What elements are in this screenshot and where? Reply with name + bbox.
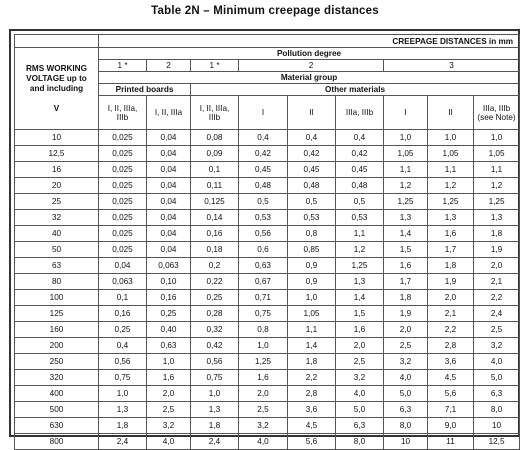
distance-cell: 0,48: [336, 178, 384, 194]
table-frame: [9, 29, 520, 446]
rms-label-line-1: RMS WORKING: [26, 63, 87, 73]
distance-cell: 0,56: [99, 354, 147, 370]
distance-cell: 1,6: [384, 258, 428, 274]
group-col-1: I, II, IIIa, IIIb: [99, 96, 147, 130]
group-col-3: I, II, IIIa, IIIb: [191, 96, 239, 130]
distance-cell: 4,0: [474, 354, 520, 370]
distance-cell: 1,05: [384, 146, 428, 162]
distance-cell: 0,11: [191, 178, 239, 194]
distance-cell: 0,45: [288, 162, 336, 178]
distance-cell: 0,25: [99, 322, 147, 338]
distance-cell: 1,5: [336, 306, 384, 322]
distance-cell: 8,0: [474, 402, 520, 418]
distance-cell: 0,025: [99, 162, 147, 178]
distance-cell: 1,25: [384, 194, 428, 210]
distance-cell: 2,2: [288, 370, 336, 386]
distance-cell: 0,18: [191, 242, 239, 258]
distance-cell: 5,0: [336, 402, 384, 418]
distance-cell: 2,4: [474, 306, 520, 322]
distance-cell: 1,2: [474, 178, 520, 194]
distance-cell: 0,48: [239, 178, 288, 194]
distance-cell: 2,5: [474, 322, 520, 338]
distance-cell: 1,8: [428, 258, 474, 274]
distance-cell: 5,0: [474, 370, 520, 386]
distance-cell: 0,04: [147, 226, 191, 242]
distance-cell: 0,63: [147, 338, 191, 354]
table-row: [15, 354, 520, 370]
distance-cell: 1,0: [428, 130, 474, 146]
voltage-cell: 50: [15, 242, 99, 258]
voltage-cell: 32: [15, 210, 99, 226]
distance-cell: 0,85: [288, 242, 336, 258]
distance-cell: 0,5: [239, 194, 288, 210]
distance-cell: 0,45: [336, 162, 384, 178]
distance-cell: 3,2: [147, 418, 191, 434]
distance-cell: 3,2: [336, 370, 384, 386]
distance-cell: 4,5: [428, 370, 474, 386]
distance-cell: 1,8: [384, 290, 428, 306]
distance-cell: 1,4: [384, 226, 428, 242]
distance-cell: 1,25: [474, 194, 520, 210]
distance-cell: 0,04: [147, 130, 191, 146]
distance-cell: 0,53: [239, 210, 288, 226]
distance-cell: 0,4: [239, 130, 288, 146]
distance-cell: 5,0: [384, 386, 428, 402]
distance-cell: 2,0: [147, 386, 191, 402]
distance-cell: 0,9: [288, 274, 336, 290]
distance-cell: 6,3: [336, 418, 384, 434]
distance-cell: 0,10: [147, 274, 191, 290]
distance-cell: 0,28: [191, 306, 239, 322]
voltage-cell: 80: [15, 274, 99, 290]
distance-cell: 1,8: [288, 354, 336, 370]
distance-cell: 1,2: [428, 178, 474, 194]
distance-cell: 0,125: [191, 194, 239, 210]
table-row: [15, 242, 520, 258]
pd-col-3: 1 *: [191, 60, 239, 72]
distance-cell: 0,08: [191, 130, 239, 146]
distance-cell: 1,6: [239, 370, 288, 386]
distance-cell: 0,25: [191, 290, 239, 306]
distance-cell: 3,2: [474, 338, 520, 354]
distance-cell: 1,1: [288, 322, 336, 338]
distance-cell: 4,0: [384, 370, 428, 386]
distance-cell: 2,0: [384, 322, 428, 338]
distance-cell: 1,8: [99, 418, 147, 434]
distance-cell: 0,42: [239, 146, 288, 162]
distance-cell: 2,5: [384, 338, 428, 354]
distance-cell: 11: [428, 434, 474, 450]
group-col-6: IIIa, IIIb: [336, 96, 384, 130]
distance-cell: 0,025: [99, 210, 147, 226]
distance-cell: 0,14: [191, 210, 239, 226]
distance-cell: 4,5: [288, 418, 336, 434]
distance-cell: 0,53: [288, 210, 336, 226]
voltage-cell: 12,5: [15, 146, 99, 162]
rms-voltage-header: [15, 48, 99, 130]
distance-cell: 0,16: [191, 226, 239, 242]
distance-cell: 0,09: [191, 146, 239, 162]
distance-cell: 0,71: [239, 290, 288, 306]
distance-cell: 1,8: [191, 418, 239, 434]
distance-cell: 8,0: [384, 418, 428, 434]
pd-col-1: 1 *: [99, 60, 147, 72]
pd-col-2: 2: [147, 60, 191, 72]
creepage-distances-header: CREEPAGE DISTANCES in mm: [99, 35, 520, 48]
distance-cell: 0,04: [147, 210, 191, 226]
distance-cell: 4,0: [147, 434, 191, 450]
distance-cell: 10: [474, 418, 520, 434]
distance-cell: 2,0: [428, 290, 474, 306]
voltage-cell: 400: [15, 386, 99, 402]
distance-cell: 1,6: [336, 322, 384, 338]
distance-cell: 1,1: [336, 226, 384, 242]
distance-cell: 2,0: [336, 338, 384, 354]
distance-cell: 2,8: [428, 338, 474, 354]
distance-cell: 0,04: [147, 194, 191, 210]
table-row: [15, 386, 520, 402]
distance-cell: 2,5: [239, 402, 288, 418]
distance-cell: 0,025: [99, 130, 147, 146]
distance-cell: 8,0: [336, 434, 384, 450]
distance-cell: 0,56: [191, 354, 239, 370]
distance-cell: 0,04: [99, 258, 147, 274]
voltage-cell: 630: [15, 418, 99, 434]
distance-cell: 0,53: [336, 210, 384, 226]
printed-boards-header: Printed boards: [99, 84, 191, 96]
group-col-4: I: [239, 96, 288, 130]
distance-cell: 1,3: [336, 274, 384, 290]
distance-cell: 12,5: [474, 434, 520, 450]
distance-cell: 1,05: [474, 146, 520, 162]
distance-cell: 0,04: [147, 178, 191, 194]
voltage-cell: 200: [15, 338, 99, 354]
distance-cell: 0,42: [191, 338, 239, 354]
table-body: [15, 35, 520, 450]
distance-cell: 2,5: [336, 354, 384, 370]
distance-cell: 1,0: [147, 354, 191, 370]
distance-cell: 0,22: [191, 274, 239, 290]
distance-cell: 0,025: [99, 178, 147, 194]
distance-cell: 5,6: [428, 386, 474, 402]
distance-cell: 1,0: [288, 290, 336, 306]
distance-cell: 2,5: [147, 402, 191, 418]
table-row: [15, 338, 520, 354]
distance-cell: 0,025: [99, 146, 147, 162]
distance-cell: 1,5: [384, 242, 428, 258]
distance-cell: 1,4: [336, 290, 384, 306]
distance-cell: 4,0: [239, 434, 288, 450]
distance-cell: 0,9: [288, 258, 336, 274]
table-row: [15, 322, 520, 338]
distance-cell: 0,75: [239, 306, 288, 322]
distance-cell: 2,2: [428, 322, 474, 338]
distance-cell: 6,3: [384, 402, 428, 418]
distance-cell: 0,2: [191, 258, 239, 274]
voltage-cell: 125: [15, 306, 99, 322]
distance-cell: 10: [384, 434, 428, 450]
distance-cell: 1,9: [384, 306, 428, 322]
group-col-7: I: [384, 96, 428, 130]
distance-cell: 2,1: [474, 274, 520, 290]
distance-cell: 1,3: [191, 402, 239, 418]
distance-cell: 1,0: [239, 338, 288, 354]
voltage-cell: 100: [15, 290, 99, 306]
distance-cell: 3,6: [288, 402, 336, 418]
material-group-header: Material group: [99, 72, 520, 84]
distance-cell: 3,2: [384, 354, 428, 370]
table-row: [15, 402, 520, 418]
distance-cell: 0,63: [239, 258, 288, 274]
table-row: [15, 274, 520, 290]
distance-cell: 0,16: [147, 290, 191, 306]
distance-cell: 0,063: [99, 274, 147, 290]
distance-cell: 6,3: [474, 386, 520, 402]
voltage-cell: 320: [15, 370, 99, 386]
table-row: [15, 290, 520, 306]
voltage-cell: 16: [15, 162, 99, 178]
distance-cell: 0,56: [239, 226, 288, 242]
table-row: [15, 434, 520, 450]
table-row: [15, 226, 520, 242]
distance-cell: 0,063: [147, 258, 191, 274]
distance-cell: 0,5: [336, 194, 384, 210]
voltage-cell: 250: [15, 354, 99, 370]
table-row: [15, 130, 520, 146]
distance-cell: 1,6: [147, 370, 191, 386]
voltage-cell: 800: [15, 434, 99, 450]
distance-cell: 1,2: [336, 242, 384, 258]
distance-cell: 1,3: [384, 210, 428, 226]
distance-cell: 1,25: [239, 354, 288, 370]
table-row: [15, 210, 520, 226]
distance-cell: 1,4: [288, 338, 336, 354]
distance-cell: 2,1: [428, 306, 474, 322]
distance-cell: 0,40: [147, 322, 191, 338]
group-col-2: I, II, IIIa: [147, 96, 191, 130]
rms-spacer: [17, 94, 96, 104]
header-spacer: [15, 35, 99, 48]
table-row: [15, 162, 520, 178]
group-col-9: IIIa, IIIb (see Note): [474, 96, 520, 130]
rms-unit: V: [53, 103, 60, 113]
table-row: [15, 370, 520, 386]
distance-cell: 1,3: [428, 210, 474, 226]
pd-col-4: 2: [239, 60, 384, 72]
table-row: [15, 258, 520, 274]
distance-cell: 1,2: [384, 178, 428, 194]
distance-cell: 0,025: [99, 194, 147, 210]
table-row: [15, 306, 520, 322]
pd-col-5: 3: [384, 60, 520, 72]
distance-cell: 0,1: [191, 162, 239, 178]
distance-cell: 1,0: [384, 130, 428, 146]
voltage-cell: 500: [15, 402, 99, 418]
distance-cell: 1,0: [474, 130, 520, 146]
table-row: [15, 194, 520, 210]
distance-cell: 0,42: [288, 146, 336, 162]
rms-label-line-2: VOLTAGE up to: [26, 73, 87, 83]
distance-cell: 1,9: [428, 274, 474, 290]
distance-cell: 2,4: [99, 434, 147, 450]
rms-label-line-3: and including: [29, 83, 84, 93]
distance-cell: 3,2: [239, 418, 288, 434]
distance-cell: 1,3: [474, 210, 520, 226]
distance-cell: 1,8: [474, 226, 520, 242]
distance-cell: 1,0: [191, 386, 239, 402]
distance-cell: 0,45: [239, 162, 288, 178]
table-row: [15, 178, 520, 194]
distance-cell: 0,025: [99, 226, 147, 242]
distance-cell: 4,0: [336, 386, 384, 402]
table-row: [15, 418, 520, 434]
distance-cell: 1,9: [474, 242, 520, 258]
other-materials-header: Other materials: [191, 84, 520, 96]
table-row: [15, 146, 520, 162]
table-title: Table 2N – Minimum creepage distances: [151, 5, 379, 17]
voltage-cell: 160: [15, 322, 99, 338]
distance-cell: 0,75: [99, 370, 147, 386]
distance-cell: 1,25: [428, 194, 474, 210]
distance-cell: 0,25: [147, 306, 191, 322]
distance-cell: 0,04: [147, 162, 191, 178]
distance-cell: 2,8: [288, 386, 336, 402]
distance-cell: 0,6: [239, 242, 288, 258]
distance-cell: 1,1: [474, 162, 520, 178]
distance-cell: 1,0: [99, 386, 147, 402]
voltage-cell: 63: [15, 258, 99, 274]
distance-cell: 7,1: [428, 402, 474, 418]
distance-cell: 0,42: [336, 146, 384, 162]
distance-cell: 0,4: [99, 338, 147, 354]
distance-cell: 0,32: [191, 322, 239, 338]
distance-cell: 1,7: [384, 274, 428, 290]
distance-cell: 0,16: [99, 306, 147, 322]
distance-cell: 2,0: [239, 386, 288, 402]
distance-cell: 0,1: [99, 290, 147, 306]
distance-cell: 1,6: [428, 226, 474, 242]
distance-cell: 2,2: [474, 290, 520, 306]
distance-cell: 1,25: [336, 258, 384, 274]
distance-cell: 0,5: [288, 194, 336, 210]
distance-cell: 9,0: [428, 418, 474, 434]
group-col-5: II: [288, 96, 336, 130]
distance-cell: 0,8: [239, 322, 288, 338]
distance-cell: 1,05: [428, 146, 474, 162]
distance-cell: 1,1: [428, 162, 474, 178]
group-col-8: II: [428, 96, 474, 130]
distance-cell: 0,4: [288, 130, 336, 146]
distance-cell: 0,48: [288, 178, 336, 194]
distance-cell: 0,04: [147, 242, 191, 258]
pollution-degree-header: Pollution degree: [99, 48, 520, 60]
distance-cell: 0,4: [336, 130, 384, 146]
distance-cell: 0,025: [99, 242, 147, 258]
voltage-cell: 40: [15, 226, 99, 242]
distance-cell: 0,04: [147, 146, 191, 162]
distance-cell: 0,67: [239, 274, 288, 290]
distance-cell: 1,3: [99, 402, 147, 418]
distance-cell: 5,6: [288, 434, 336, 450]
voltage-cell: 25: [15, 194, 99, 210]
distance-cell: 2,4: [191, 434, 239, 450]
distance-cell: 0,75: [191, 370, 239, 386]
distance-cell: 2,0: [474, 258, 520, 274]
distance-cell: 1,1: [384, 162, 428, 178]
distance-cell: 3,6: [428, 354, 474, 370]
creepage-table: [14, 34, 520, 450]
distance-cell: 1,05: [288, 306, 336, 322]
distance-cell: 1,7: [428, 242, 474, 258]
voltage-cell: 10: [15, 130, 99, 146]
distance-cell: 0,8: [288, 226, 336, 242]
voltage-cell: 20: [15, 178, 99, 194]
